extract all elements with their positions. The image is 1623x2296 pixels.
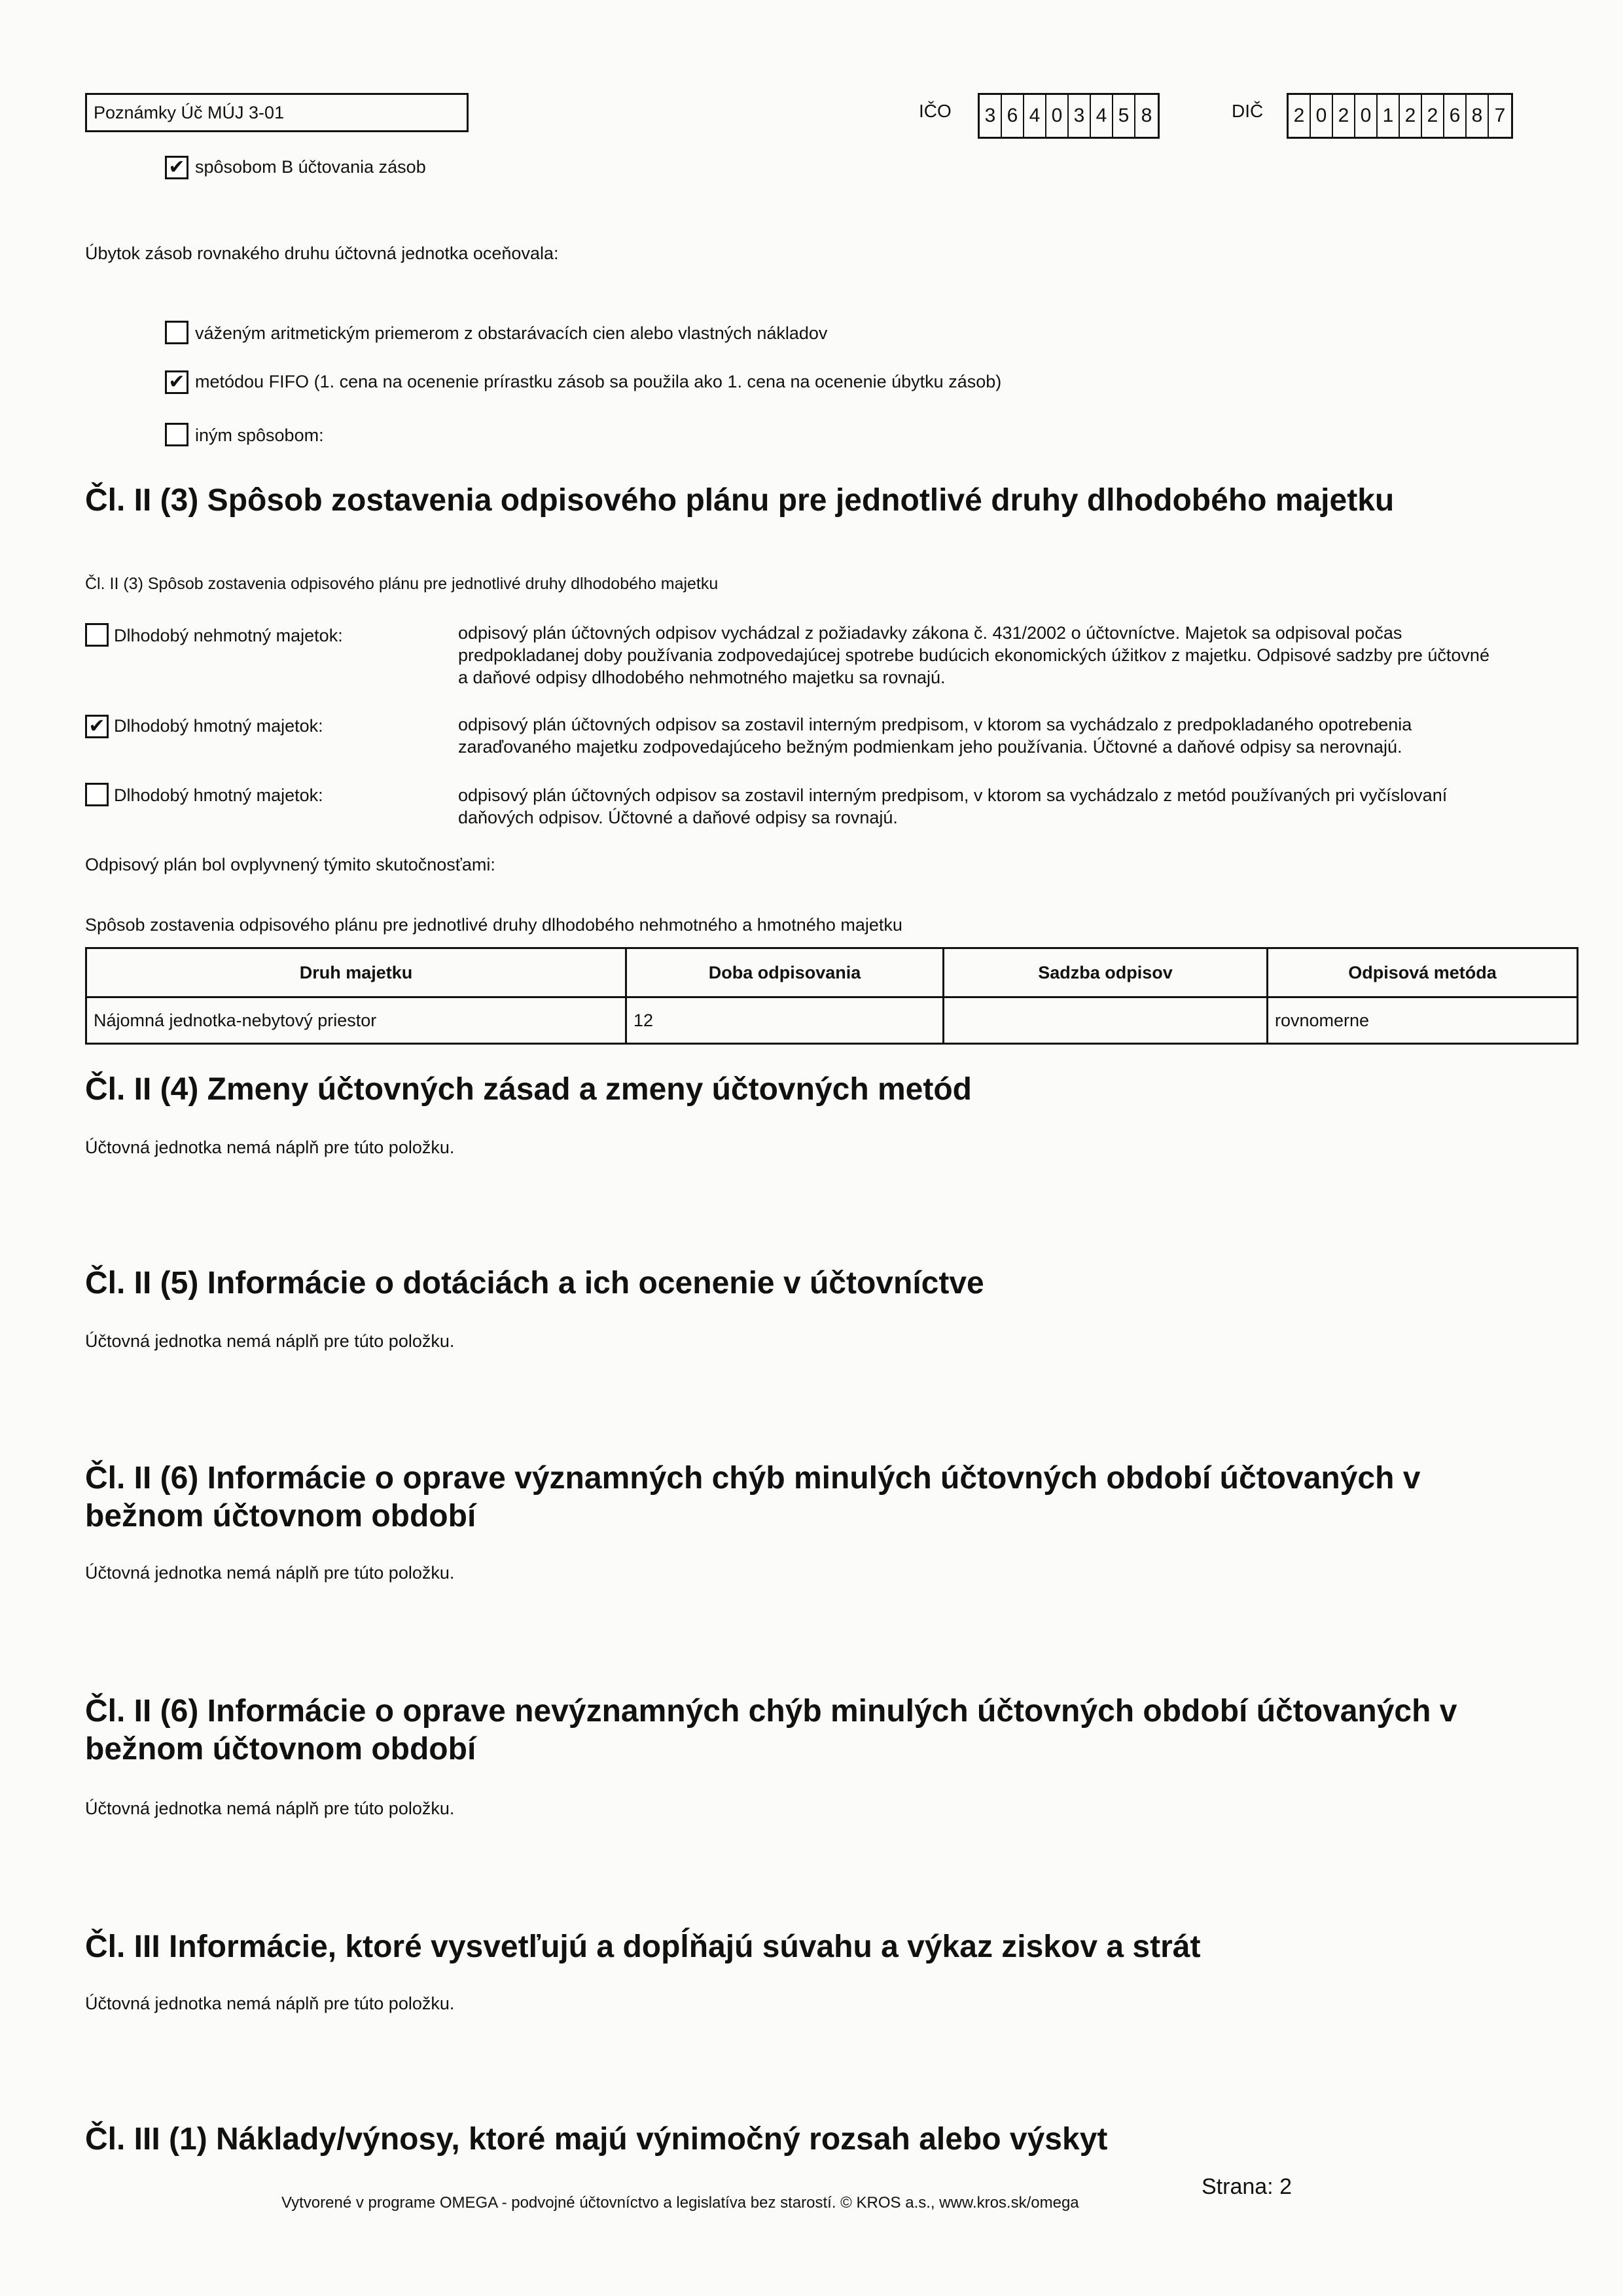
tangible-assets-checkbox-1[interactable]: ✔ — [85, 715, 109, 738]
table-caption: Spôsob zostavenia odpisového plánu pre jednotlivé druhy dlhodobého nehmotného a hmotného majetku — [85, 915, 902, 935]
dic-digit: 0 — [1311, 95, 1333, 137]
dic-digit: 2 — [1333, 95, 1355, 137]
intangible-assets-text: odpisový plán účtovných odpisov vychádzal z požiadavky zákona č. 431/2002 o účtovníctve. Majetok sa odpisoval počas predpokladanej doby používania zodpovedajúcej spotrebe budúcich ekonomických úžitkov z majetku. Odpisové sadzby pre účtovné a daňové odpisy dlhodobého nehmotného majetku sa rovnajú. — [458, 623, 1489, 687]
table-header-cell: Druh majetku — [86, 948, 626, 997]
section-ii6-significant-text: Účtovná jednotka nemá náplň pre túto položku. — [85, 1563, 455, 1583]
section-ii4-heading: Čl. II (4) Zmeny účtovných zásad a zmeny účtovných metód — [85, 1072, 972, 1107]
method-b-checkbox[interactable]: ✔ — [165, 156, 188, 179]
table-header-cell: Odpisová metóda — [1268, 948, 1578, 997]
section-ii5-text: Účtovná jednotka nemá náplň pre túto položku. — [85, 1331, 455, 1351]
ico-digits — [978, 93, 1160, 139]
ico-label: IČO — [919, 101, 952, 121]
section-ii4-text: Účtovná jednotka nemá náplň pre túto položku. — [85, 1138, 455, 1157]
section-ii5-heading: Čl. II (5) Informácie o dotáciách a ich ocenenie v účtovníctve — [85, 1266, 984, 1300]
decrease-intro: Úbytok zásob rovnakého druhu účtovná jednotka oceňovala: — [85, 243, 559, 263]
ico-digit: 4 — [1091, 95, 1113, 137]
dic-digit: 8 — [1467, 95, 1489, 137]
section-iii-heading: Čl. III Informácie, ktoré vysvetľujú a dopĺňajú súvahu a výkaz ziskov a strát — [85, 1929, 1201, 1964]
ico-digit: 6 — [1002, 95, 1024, 137]
dic-digits — [1287, 93, 1513, 139]
dic-digit: 2 — [1422, 95, 1444, 137]
form-id-text: Poznámky Úč MÚJ 3-01 — [94, 103, 285, 122]
table-cell: rovnomerne — [1268, 997, 1578, 1044]
ico-digit: 8 — [1141, 105, 1152, 126]
fifo-label: metódou FIFO (1. cena na ocenenie prírastku zásob sa použila ako 1. cena na ocenenie úbytku zásob) — [195, 372, 1002, 391]
dic-digit: 2 — [1400, 95, 1422, 137]
ico-digit: 3 — [980, 95, 1002, 137]
dic-digit: 0 — [1355, 95, 1378, 137]
method-b-label: spôsobom B účtovania zásob — [195, 157, 426, 177]
section-iii-text: Účtovná jednotka nemá náplň pre túto položku. — [85, 1994, 455, 2013]
dic-digit: 2 — [1289, 95, 1311, 137]
section-ii6-insignificant-text: Účtovná jednotka nemá náplň pre túto položku. — [85, 1799, 455, 1818]
footer-credit: Vytvorené v programe OMEGA - podvojné účtovníctvo a legislatíva bez starostí. © KROS a.s., www.kros.sk/omega — [281, 2194, 1079, 2212]
table-cell: 12 — [626, 997, 944, 1044]
ico-digit: 0 — [1046, 95, 1069, 137]
other-method-label: iným spôsobom: — [195, 425, 324, 445]
dic-label: DIČ — [1232, 101, 1264, 121]
table-header-cell: Doba odpisovania — [626, 948, 944, 997]
table-header-row — [86, 948, 1578, 997]
weighted-average-checkbox[interactable] — [165, 321, 188, 344]
dic-digit: 1 — [1378, 95, 1400, 137]
other-method-checkbox[interactable] — [165, 423, 188, 446]
tangible-assets-checkbox-2[interactable] — [85, 783, 109, 806]
table-cell: Nájomná jednotka-nebytový priestor — [86, 997, 626, 1044]
section-ii6-significant-heading: Čl. II (6) Informácie o oprave významných chýb minulých účtovných období účtovaných v bežnom účtovnom období — [85, 1461, 1421, 1534]
table-cell — [944, 997, 1268, 1044]
fifo-checkbox[interactable]: ✔ — [165, 370, 188, 394]
section-iii1-heading: Čl. III (1) Náklady/výnosy, ktoré majú výnimočný rozsah alebo výskyt — [85, 2122, 1108, 2157]
section-ii6-insignificant-heading: Čl. II (6) Informácie o oprave nevýznamných chýb minulých účtovných období účtovaných v bežnom účtovnom období — [85, 1694, 1457, 1767]
table-row — [86, 997, 1578, 1044]
intangible-assets-checkbox[interactable] — [85, 623, 109, 647]
tangible-assets-label-2: Dlhodobý hmotný majetok: — [114, 785, 323, 805]
weighted-average-label: váženým aritmetickým priemerom z obstarávacích cien alebo vlastných nákladov — [195, 323, 828, 343]
tangible-assets-label-1: Dlhodobý hmotný majetok: — [114, 716, 323, 736]
depreciation-table — [85, 947, 1578, 1045]
section-ii3-heading: Čl. II (3) Spôsob zostavenia odpisového plánu pre jednotlivé druhy dlhodobého majetku — [85, 483, 1395, 518]
section-ii3-subheading: Čl. II (3) Spôsob zostavenia odpisového plánu pre jednotlivé druhy dlhodobého majetku — [85, 575, 719, 593]
table-header-cell: Sadzba odpisov — [944, 948, 1268, 997]
form-id-box — [85, 93, 469, 132]
ico-digit: 4 — [1024, 95, 1046, 137]
dic-digit: 6 — [1444, 95, 1467, 137]
tangible-assets-text-1: odpisový plán účtovných odpisov sa zostavil interným predpisom, v ktorom sa vychádzalo z predpokladaného opotrebenia zaraďovaného majetku zodpovedajúceho bežným podmienkam jeho používania. Účtovné a daňové odpisy sa nerovnajú. — [458, 715, 1412, 757]
influenced-note: Odpisový plán bol ovplyvnený týmito skutočnosťami: — [85, 855, 495, 874]
ico-digit: 5 — [1113, 95, 1135, 137]
ico-digit: 3 — [1069, 95, 1091, 137]
intangible-assets-label: Dlhodobý nehmotný majetok: — [114, 626, 343, 645]
dic-digit: 7 — [1494, 105, 1506, 126]
page-number: Strana: 2 — [1202, 2174, 1292, 2199]
tangible-assets-text-2: odpisový plán účtovných odpisov sa zostavil interným predpisom, v ktorom sa vychádzalo z metód používaných pri vyčíslovaní daňových odpisov. Účtovné a daňové odpisy sa rovnajú. — [458, 785, 1448, 827]
